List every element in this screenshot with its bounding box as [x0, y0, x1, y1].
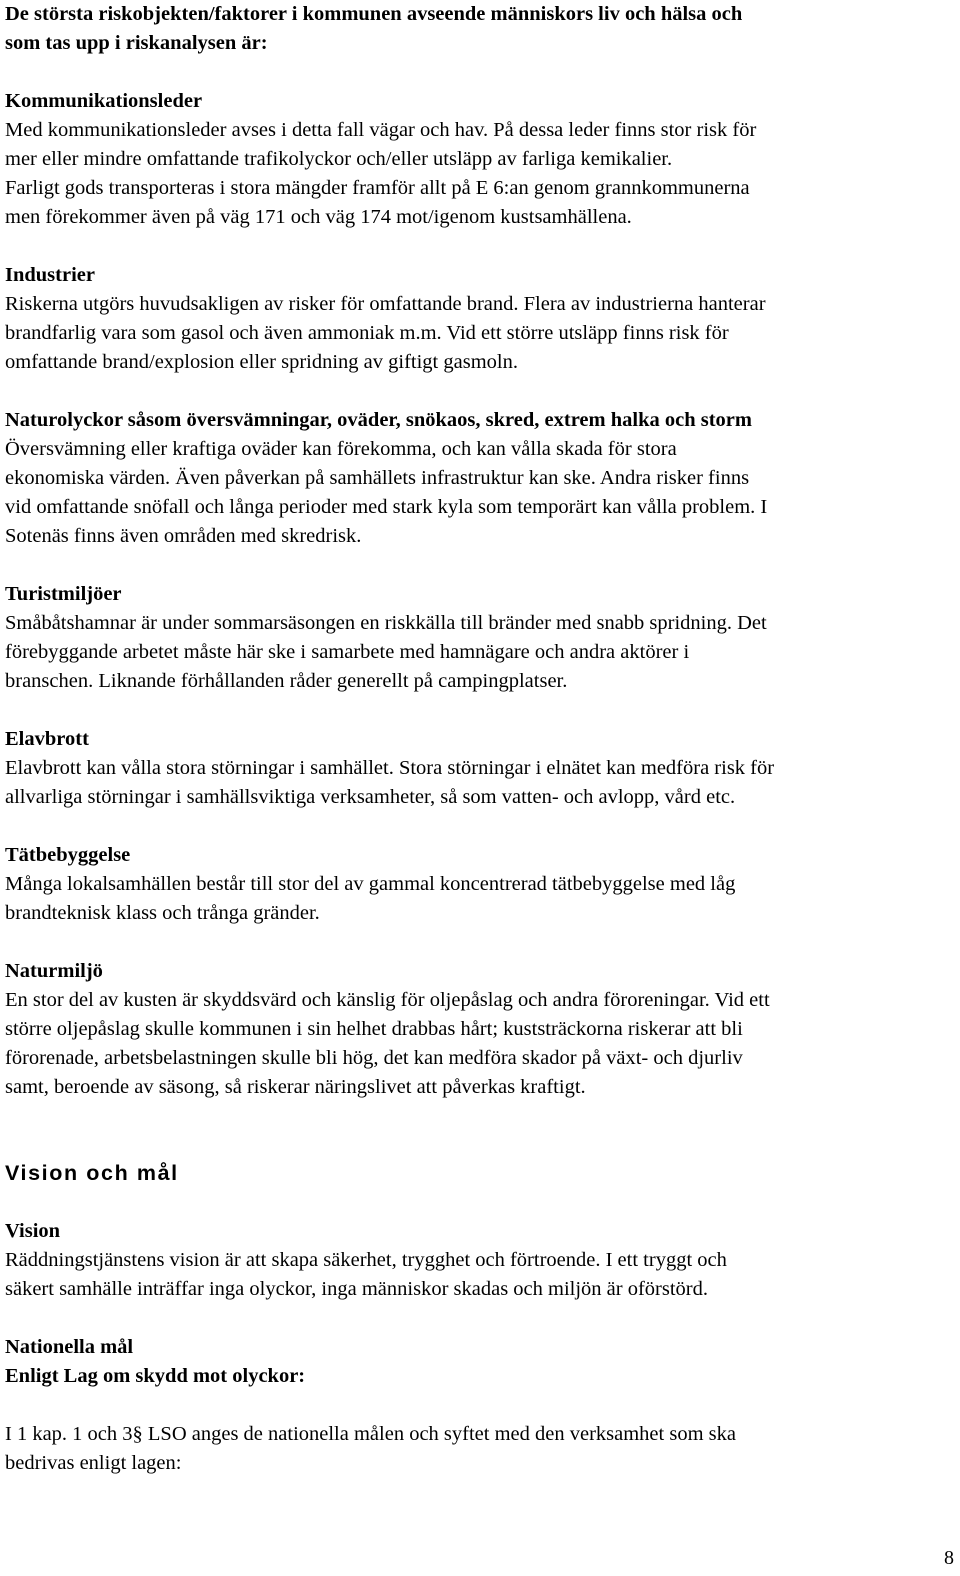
paragraph-line: större oljepåslag skulle kommunen i sin helhet drabbas hårt; kuststräckorna riskerar att bli: [5, 1018, 743, 1040]
paragraph-line: Många lokalsamhällen består till stor del av gammal koncentrerad tätbebyggelse med låg: [5, 873, 736, 895]
paragraph-line: branschen. Liknande förhållanden råder generellt på campingplatser.: [5, 670, 568, 692]
paragraph-line: mer eller mindre omfattande trafikolyckor och/eller utsläpp av farliga kemikalier.: [5, 148, 673, 170]
paragraph-line: allvarliga störningar i samhällsviktiga verksamheter, så som vatten- och avlopp, vård etc.: [5, 786, 736, 808]
paragraph-line: men förekommer även på väg 171 och väg 174 mot/igenom kustsamhällena.: [5, 206, 632, 228]
paragraph-line: bedrivas enligt lagen:: [5, 1452, 182, 1474]
section-heading-turistmiljoer: Turistmiljöer: [5, 583, 122, 605]
section-heading-tatbebyggelse: Tätbebyggelse: [5, 844, 131, 866]
paragraph-line: Räddningstjänstens vision är att skapa säkerhet, trygghet och förtroende. I ett tryggt och: [5, 1249, 727, 1271]
section-subheading-lag: Enligt Lag om skydd mot olyckor:: [5, 1365, 306, 1387]
paragraph-line: I 1 kap. 1 och 3§ LSO anges de nationella målen och syftet med den verksamhet som ska: [5, 1423, 736, 1445]
paragraph-line: förorenade, arbetsbelastningen skulle bli hög, det kan medföra skador på växt- och djurliv: [5, 1047, 743, 1069]
paragraph-line: Elavbrott kan vålla stora störningar i samhället. Stora störningar i elnätet kan medföra risk för: [5, 757, 775, 779]
section-heading-elavbrott: Elavbrott: [5, 728, 89, 750]
paragraph-line: förebyggande arbetet måste här ske i samarbete med hamnägare och andra aktörer i: [5, 641, 690, 663]
paragraph-line: Med kommunikationsleder avses i detta fall vägar och hav. På dessa leder finns stor risk för: [5, 119, 757, 141]
section-heading-nationella-mal: Nationella mål: [5, 1336, 134, 1358]
paragraph-line: Sotenäs finns även områden med skredrisk.: [5, 525, 362, 547]
paragraph-line: brandfarlig vara som gasol och även ammoniak m.m. Vid ett större utsläpp finns risk för: [5, 322, 729, 344]
paragraph-line: ekonomiska värden. Även påverkan på samhällets infrastruktur kan ske. Andra risker finns: [5, 467, 750, 489]
section-heading-kommunikationsleder: Kommunikationsleder: [5, 90, 203, 112]
paragraph-line: vid omfattande snöfall och långa perioder med stark kyla som temporärt kan vålla problem. I: [5, 496, 768, 518]
intro-line-1: De största riskobjekten/faktorer i kommunen avseende människors liv och hälsa och: [5, 3, 743, 25]
paragraph-line: omfattande brand/explosion eller spridning av giftigt gasmoln.: [5, 351, 518, 373]
paragraph-line: brandteknisk klass och trånga gränder.: [5, 902, 320, 924]
section-heading-naturmiljo: Naturmiljö: [5, 960, 103, 982]
paragraph-line: Farligt gods transporteras i stora mängder framför allt på E 6:an genom grannkommunerna: [5, 177, 750, 199]
page-number: 8: [944, 1547, 954, 1569]
paragraph-line: En stor del av kusten är skyddsvärd och känslig för oljepåslag och andra föroreningar. Vid ett: [5, 989, 770, 1011]
paragraph-line: Småbåtshamnar är under sommarsäsongen en riskkälla till bränder med snabb spridning. Det: [5, 612, 767, 634]
section-heading-naturolyckor: Naturolyckor såsom översvämningar, oväder, snökaos, skred, extrem halka och storm: [5, 409, 752, 431]
paragraph-line: Översvämning eller kraftiga oväder kan förekomma, och kan vålla skada för stora: [5, 438, 677, 460]
chapter-title-vision-och-mal: Vision och mål: [5, 1161, 179, 1185]
intro-line-2: som tas upp i riskanalysen är:: [5, 32, 268, 54]
paragraph-line: samt, beroende av säsong, så riskerar näringslivet att påverkas kraftigt.: [5, 1076, 586, 1098]
document-page: [5, 0, 950, 1478]
paragraph-line: säkert samhälle inträffar inga olyckor, inga människor skadas och miljön är oförstörd.: [5, 1278, 709, 1300]
paragraph-line: Riskerna utgörs huvudsakligen av risker för omfattande brand. Flera av industrierna hanterar: [5, 293, 766, 315]
section-heading-industrier: Industrier: [5, 264, 95, 286]
section-heading-vision: Vision: [5, 1220, 61, 1242]
